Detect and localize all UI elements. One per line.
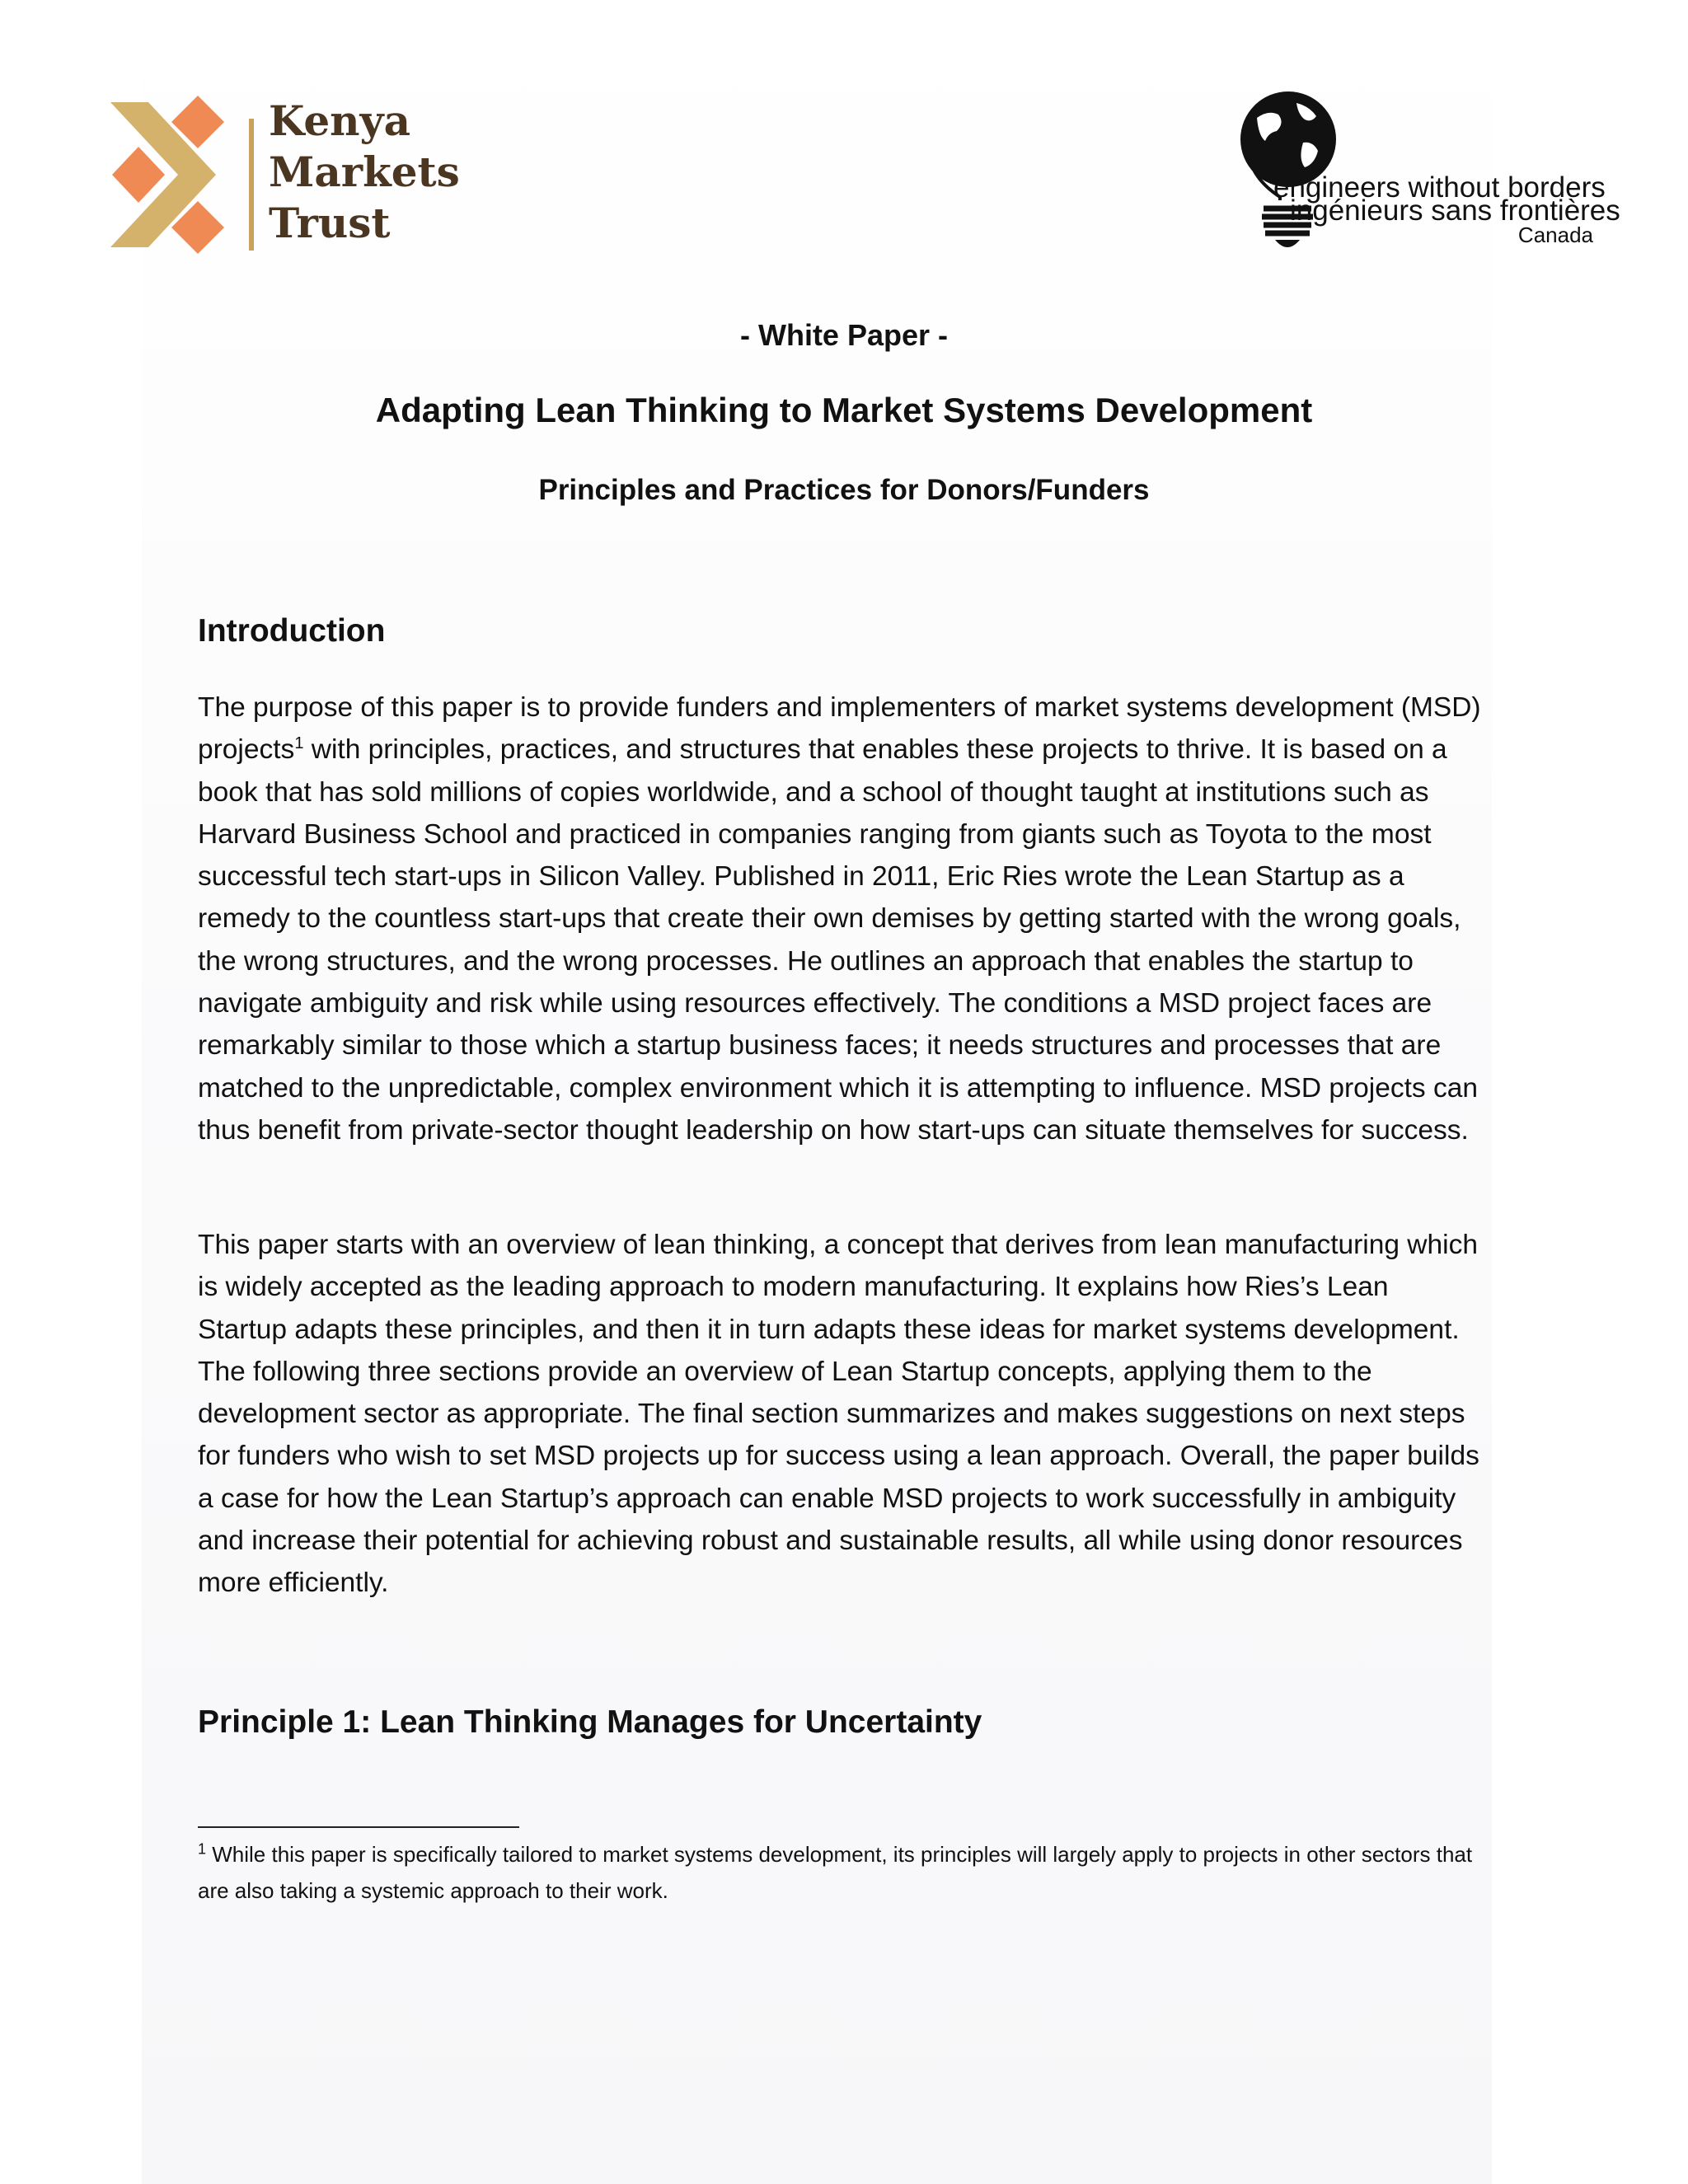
ewb-french-name: ingénieurs sans frontières <box>1290 194 1620 227</box>
ewb-english-name: engineers without borders <box>1273 171 1606 204</box>
p1-text-start: The purpose of this paper is to provide funders and implementers of market systems development (MSD) projects <box>198 692 1481 766</box>
kenya-markets-trust-logo <box>107 92 460 274</box>
kmt-word-1: Kenya <box>269 96 410 145</box>
footnote-separator <box>198 1826 519 1828</box>
footnote-1 <box>198 1836 1484 1909</box>
footnote-text: While this paper is specifically tailored to market systems development, its principles will largely apply to projects in other sectors that are also taking a systemic approach to their work. <box>198 1842 1473 1903</box>
p1-text-end: with principles, practices, and structures that enables these projects to thrive. It is based on a book that has sold millions of copies worldwide, and a school of thought taught at institutions such as Harvard Business School and practiced in companies ranging from giants such as Toyota to the most successful tech start-ups in Silicon Valley. Published in 2011, Eric Ries wrote the Lean Startup as a remedy to the countless start-ups that create their own demises by getting started with the wrong goals, the wrong structures, and the wrong processes. He outlines an approach that enables the startup to navigate ambiguity and risk while using resources effectively. The conditions a MSD project faces are remarkably similar to those which a startup business faces; it needs structures and processes that are matched to the unpredictable, complex environment which it is attempting to influence. MSD projects can thus benefit from private-sector thought leadership on how start-ups can situate themselves for success. <box>198 734 1478 1146</box>
introduction-paragraph-2: This paper starts with an overview of lean thinking, a concept that derives from lean manufacturing which is widely accepted as the leading approach to modern manufacturing. It explains how Ries’s Lean Startup adapts these principles, and then it in turn adapts these ideas for market systems development. The following three sections provide an overview of Lean Startup concepts, applying them to the development sector as appropriate. The final section summarizes and makes suggestions on next steps for funders who wish to set MSD projects up for success using a lean approach. Overall, the paper builds a case for how the Lean Startup’s approach can enable MSD projects to work successfully in ambiguity and increase their potential for achieving robust and sustainable results, all while using donor resources more efficiently. <box>198 1230 1479 1599</box>
introduction-paragraph-1 <box>198 687 1484 1151</box>
document-type-label: - White Paper - <box>739 318 949 352</box>
footnote-number: 1 <box>198 1840 207 1858</box>
document-title: Adapting Lean Thinking to Market Systems Development <box>375 391 1313 429</box>
engineers-without-borders-logo <box>1216 78 1620 268</box>
kmt-word-2: Markets <box>269 148 460 196</box>
kmt-divider <box>249 119 254 251</box>
introduction-heading: Introduction <box>198 613 386 649</box>
ewb-country: Canada <box>1517 223 1593 247</box>
principle-1-heading: Principle 1: Lean Thinking Manages for Uncertainty <box>198 1704 982 1740</box>
kmt-chevron-mark-icon <box>107 92 247 265</box>
kmt-word-3: Trust <box>269 199 391 247</box>
document-subtitle: Principles and Practices for Donors/Funders <box>538 474 1150 506</box>
footnote-reference-1[interactable]: 1 <box>294 734 304 753</box>
